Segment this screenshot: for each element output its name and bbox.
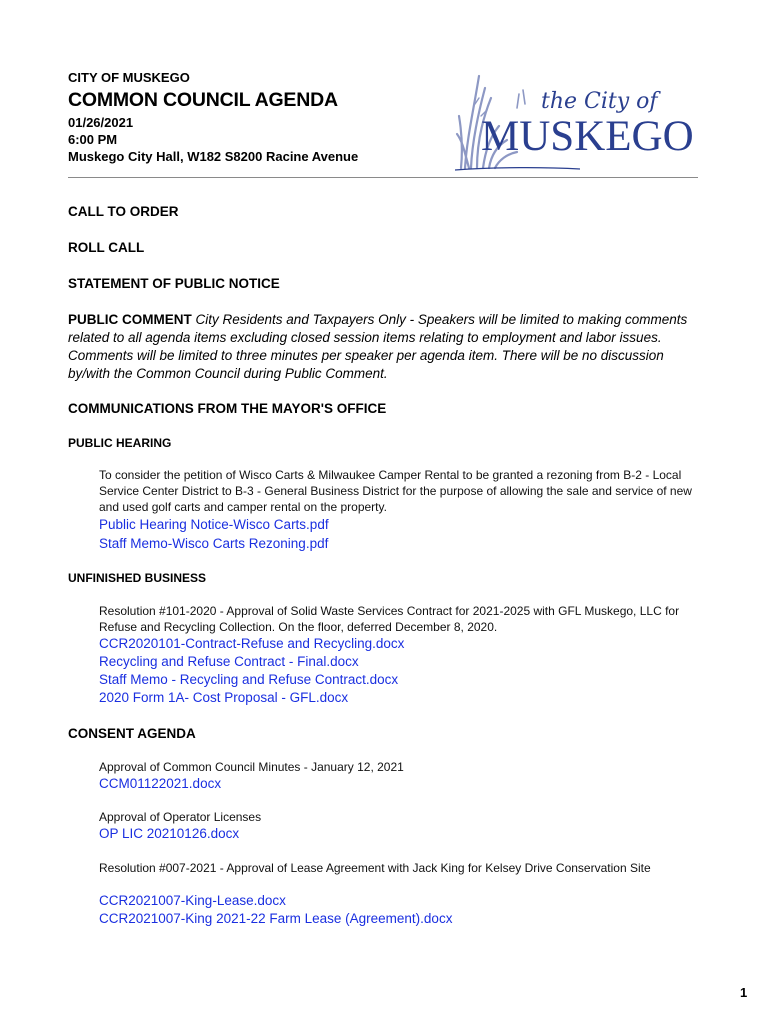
meeting-time: 6:00 PM (68, 132, 118, 147)
call-to-order-heading: CALL TO ORDER (68, 204, 179, 219)
logo-name-text: MUSKEGO (481, 113, 694, 160)
contract-refuse-link[interactable]: CCR2020101-Contract-Refuse and Recycling.docx (99, 636, 405, 651)
public-hearing-notice-link[interactable]: Public Hearing Notice-Wisco Carts.pdf (99, 517, 329, 532)
roll-call-heading: ROLL CALL (68, 240, 145, 255)
public-comment-section (68, 311, 703, 383)
public-notice-heading: STATEMENT OF PUBLIC NOTICE (68, 276, 280, 291)
page-title: COMMON COUNCIL AGENDA (68, 89, 338, 111)
cost-proposal-link[interactable]: 2020 Form 1A- Cost Proposal - GFL.docx (99, 690, 349, 705)
consent-item-minutes-text: Approval of Common Council Minutes - January 12, 2021 (99, 760, 404, 774)
mayors-office-heading: COMMUNICATIONS FROM THE MAYOR'S OFFICE (68, 401, 387, 416)
king-lease-link[interactable]: CCR2021007-King-Lease.docx (99, 893, 286, 908)
meeting-location: Muskego City Hall, W182 S8200 Racine Avenue (68, 149, 359, 164)
staff-memo-rezoning-link[interactable]: Staff Memo-Wisco Carts Rezoning.pdf (99, 536, 329, 551)
meeting-date: 01/26/2021 (68, 115, 134, 130)
public-hearing-heading: PUBLIC HEARING (68, 436, 172, 450)
public-hearing-text: To consider the petition of Wisco Carts & Milwaukee Camper Rental to be granted a rezoning from B-2 - Local Service Center District to B-3 - General Business District for the purpose of allowing the sale and service of new and used golf carts and camper rental on the property. (99, 468, 692, 514)
consent-agenda-heading: CONSENT AGENDA (68, 726, 196, 741)
minutes-link[interactable]: CCM01122021.docx (99, 776, 222, 791)
unfinished-business-text: Resolution #101-2020 - Approval of Solid Waste Services Contract for 2021-2025 with GFL Muskego, LLC for Refuse and Recycling Collection. On the floor, deferred December 8, 2020. (99, 604, 680, 634)
public-comment-label: PUBLIC COMMENT (68, 312, 192, 327)
city-logo (455, 68, 705, 172)
header-divider (68, 177, 698, 178)
unfinished-business-heading: UNFINISHED BUSINESS (68, 571, 207, 585)
refuse-contract-final-link[interactable]: Recycling and Refuse Contract - Final.docx (99, 654, 359, 669)
logo-script-text: the City of (541, 89, 658, 114)
consent-item-licenses-text: Approval of Operator Licenses (99, 810, 262, 824)
staff-memo-recycling-link[interactable]: Staff Memo - Recycling and Refuse Contract.docx (99, 672, 399, 687)
public-comment-text: City Residents and Taxpayers Only - Speakers will be limited to making comments related to all agenda items excluding closed session items relating to employment and labor issues. Comments will be limited to three minutes per speaker per agenda item. There will be no discussion by/with the Common Council during Public Comment. (68, 312, 688, 381)
operator-licenses-link[interactable]: OP LIC 20210126.docx (99, 826, 240, 841)
king-farm-lease-link[interactable]: CCR2021007-King 2021-22 Farm Lease (Agreement).docx (99, 911, 453, 926)
consent-item-lease-text: Resolution #007-2021 - Approval of Lease Agreement with Jack King for Kelsey Drive Conservation Site (99, 861, 651, 875)
page-number: 1 (740, 985, 748, 1000)
city-label: CITY OF MUSKEGO (68, 70, 190, 85)
